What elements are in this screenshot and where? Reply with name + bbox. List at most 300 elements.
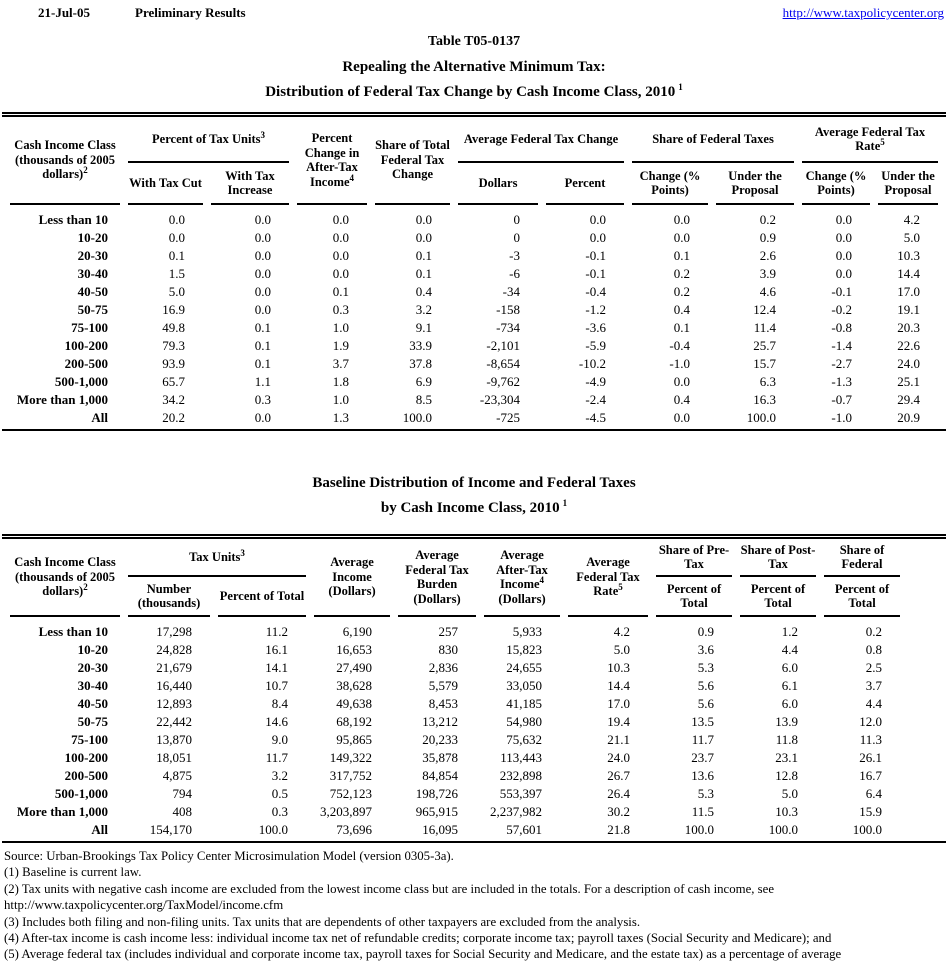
footnote-ref-4: 4	[349, 172, 355, 183]
table-subtitle: Distribution of Federal Tax Change by Cash Income Class, 2010 $^1$	[265, 82, 683, 100]
cell-value: 0.2	[759, 212, 777, 227]
table-row	[10, 247, 938, 265]
cell-value: 0.1	[673, 248, 691, 263]
col-header-change-points: Change (% Points)	[802, 163, 870, 205]
footnote-ref-3: 3	[260, 129, 265, 140]
cell-value: 21.8	[607, 822, 631, 837]
col-header-under-proposal: Under the Proposal	[878, 163, 938, 205]
footnote-line: http://www.taxpolicycenter.org/TaxModel/income.cfm	[4, 898, 284, 913]
filler-cell	[908, 641, 938, 659]
cell-value: 10.3	[607, 660, 631, 675]
table-row	[10, 319, 938, 337]
cell-value: 0.0	[168, 230, 185, 245]
cell-value: 0.1	[254, 338, 272, 353]
taxpolicycenter-link[interactable]: http://www.taxpolicycenter.org	[782, 5, 944, 20]
cell-value: 0	[513, 230, 521, 245]
cell-value: 0.2	[673, 284, 691, 299]
col-header-percent: Percent	[546, 163, 624, 205]
table-row	[10, 641, 938, 659]
cell-value: 24.0	[607, 750, 631, 765]
cell-value: 8.5	[415, 392, 433, 407]
cell-value: 12.8	[775, 768, 799, 783]
cell-value: 0.0	[673, 410, 691, 425]
cell-value: 19.4	[607, 714, 631, 729]
cell-value: 5.0	[903, 230, 921, 245]
cell-value: 0.0	[332, 230, 350, 245]
row-label: 50-75	[77, 714, 108, 729]
cell-value: 5.3	[697, 786, 715, 801]
table-row	[10, 749, 938, 767]
cell-value: -8,654	[486, 356, 521, 371]
row-label: All	[91, 822, 108, 837]
row-label: 30-40	[77, 678, 108, 693]
cell-value: 11.7	[265, 750, 289, 765]
cell-value: 19.1	[897, 302, 921, 317]
cell-value: 12.4	[753, 302, 777, 317]
row-label: 30-40	[77, 266, 108, 281]
cell-value: 0.0	[254, 266, 272, 281]
cell-value: 54,980	[506, 714, 543, 729]
cell-value: 13.6	[691, 768, 715, 783]
cell-value: 100.0	[746, 410, 777, 425]
baseline-table	[2, 534, 946, 843]
col-header-number-thousands: Number (thousands)	[128, 577, 210, 617]
cell-value: 0.0	[254, 230, 272, 245]
table-row	[10, 409, 938, 429]
cell-value: 1.1	[254, 374, 272, 389]
table-row	[10, 391, 938, 409]
cell-value: 21,679	[156, 660, 192, 675]
cell-value: 95,865	[336, 732, 373, 747]
cell-value: 26.4	[607, 786, 631, 801]
cell-value: 2,836	[428, 660, 459, 675]
filler-cell	[908, 713, 938, 731]
page-header	[0, 0, 948, 21]
cell-value: 93.9	[162, 356, 185, 371]
cell-value: 0.0	[254, 284, 272, 299]
cell-value: 33,050	[506, 678, 543, 693]
cell-value: 6.1	[781, 678, 799, 693]
cell-value: 0.0	[254, 410, 272, 425]
cell-value: 149,322	[329, 750, 373, 765]
cell-value: 0.4	[673, 392, 691, 407]
table-row	[10, 659, 938, 677]
col-header-pct-change-after-tax-income: Percent Change in After-Tax Income$^4$	[297, 117, 367, 205]
cell-value: 1.2	[781, 624, 799, 639]
filler-cell	[908, 695, 938, 713]
col-header-avg-fed-tax-rate: Average Federal Tax Rate$^5$	[568, 539, 648, 617]
group-header-pct-tax-units: Percent of Tax Units$^3$	[128, 117, 289, 163]
filler-cell	[908, 803, 938, 821]
cell-value: 113,443	[500, 750, 543, 765]
cell-value: 0.1	[673, 320, 691, 335]
table-row	[10, 731, 938, 749]
col-header-with-tax-increase: With Tax Increase	[211, 163, 289, 205]
cell-value: 317,752	[329, 768, 373, 783]
cell-value: 0.4	[673, 302, 691, 317]
cell-value: 13,212	[422, 714, 459, 729]
cell-value: 1.3	[332, 410, 350, 425]
cell-value: 0.1	[415, 266, 433, 281]
cell-value: 57,601	[506, 822, 543, 837]
col-header-dollars: Dollars	[458, 163, 538, 205]
table-row	[10, 803, 938, 821]
cell-value: 100.0	[684, 822, 715, 837]
col-header-with-tax-cut: With Tax Cut	[128, 163, 203, 205]
row-label: More than 1,000	[16, 392, 108, 407]
cell-value: 0.0	[168, 212, 185, 227]
cell-value: -4.5	[585, 410, 607, 425]
col-header-percent-of-total: Percent of Total	[218, 577, 306, 617]
cell-value: -1.3	[831, 374, 853, 389]
cell-value: -5.9	[585, 338, 607, 353]
footnote-ref-1: 1	[678, 82, 683, 92]
cell-value: -6	[509, 266, 521, 281]
cell-value: 1.9	[332, 338, 350, 353]
cell-value: 35,878	[422, 750, 459, 765]
cell-value: 1.0	[332, 320, 350, 335]
cell-value: -0.1	[831, 284, 853, 299]
row-label: More than 1,000	[16, 804, 108, 819]
cell-value: 4.2	[613, 624, 631, 639]
table-row	[10, 205, 938, 229]
group-header-tax-units: Tax Units$^3$	[128, 539, 306, 577]
cell-value: 100.0	[768, 822, 799, 837]
cell-value: -0.1	[585, 266, 607, 281]
cell-value: 17.0	[897, 284, 921, 299]
cell-value: 0.0	[254, 212, 272, 227]
cell-value: 23.7	[691, 750, 715, 765]
row-label: 40-50	[77, 696, 108, 711]
cell-value: 0.1	[254, 356, 272, 371]
cell-value: 6.4	[865, 786, 883, 801]
cell-value: 16,095	[422, 822, 459, 837]
cell-value: 1.0	[332, 392, 350, 407]
cell-value: 49.8	[162, 320, 185, 335]
table-row	[10, 229, 938, 247]
col-header-income-class: Cash Income Class (thousands of 2005 dollars)$^2$	[10, 117, 120, 205]
tax-change-table	[2, 112, 946, 431]
cell-value: 4.4	[865, 696, 883, 711]
cell-value: -23,304	[479, 392, 521, 407]
cell-value: -0.7	[831, 392, 853, 407]
table-row	[10, 355, 938, 373]
cell-value: 198,726	[415, 786, 459, 801]
cell-value: 16,440	[156, 678, 192, 693]
cell-value: 13.5	[691, 714, 715, 729]
cell-value: 6.0	[781, 696, 799, 711]
cell-value: -1.4	[831, 338, 853, 353]
cell-value: 25.1	[897, 374, 921, 389]
cell-value: 0.0	[835, 212, 853, 227]
cell-value: 37.8	[409, 356, 433, 371]
cell-value: 33.9	[409, 338, 433, 353]
cell-value: 0.2	[673, 266, 691, 281]
cell-value: 5,933	[512, 624, 543, 639]
cell-value: -9,762	[486, 374, 521, 389]
col-header-share-total-change: Share of Total Federal Tax Change	[375, 117, 450, 205]
cell-value: 8.4	[271, 696, 289, 711]
cell-value: 0.0	[415, 230, 433, 245]
cell-value: 0.4	[415, 284, 433, 299]
col-header-avg-income: Average Income (Dollars)	[314, 539, 390, 617]
cell-value: -2,101	[486, 338, 521, 353]
cell-value: 22,442	[156, 714, 192, 729]
cell-value: 25.7	[753, 338, 777, 353]
cell-value: 10.7	[265, 678, 289, 693]
table-row	[10, 767, 938, 785]
cell-value: 24.0	[897, 356, 921, 371]
cell-value: 0.3	[271, 804, 289, 819]
title-block	[0, 34, 948, 101]
cell-value: 3.6	[697, 642, 715, 657]
cell-value: 15.9	[859, 804, 883, 819]
cell-value: 26.7	[607, 768, 631, 783]
cell-value: 11.5	[691, 804, 715, 819]
cell-value: 4.2	[903, 212, 921, 227]
table-row	[10, 301, 938, 319]
cell-value: 6.3	[759, 374, 777, 389]
cell-value: 24,655	[506, 660, 543, 675]
filler-cell	[908, 617, 938, 641]
footnote-ref-2: 2	[83, 582, 88, 593]
cell-value: 0.3	[332, 302, 350, 317]
table-row	[10, 265, 938, 283]
row-label: 20-30	[77, 248, 108, 263]
col-header-avg-after-tax-income: Average After-Tax Income$^4$ (Dollars)	[484, 539, 560, 617]
cell-value: 5.0	[168, 284, 185, 299]
cell-value: 752,123	[329, 786, 373, 801]
footnote-ref-5: 5	[880, 136, 885, 147]
table-row	[10, 785, 938, 803]
row-label: All	[91, 410, 108, 425]
footnote-ref-2: 2	[83, 165, 88, 176]
cell-value: 408	[172, 804, 192, 819]
cell-value: 0.0	[254, 302, 272, 317]
footnote-line: (5) Average federal tax (includes individual and corporate income tax, payroll taxes for Social Security and Medicare, and the estate tax) as a percentage of average	[4, 947, 842, 962]
cell-value: -10.2	[578, 356, 607, 371]
cell-value: 0.1	[415, 248, 433, 263]
cell-value: 6.9	[415, 374, 433, 389]
cell-value: 0.9	[697, 624, 715, 639]
col-header-percent-of-total: Percent of Total	[656, 577, 732, 617]
cell-value: 8,453	[428, 696, 459, 711]
cell-value: 0.0	[673, 230, 691, 245]
cell-value: 27,490	[336, 660, 373, 675]
filler-cell	[908, 785, 938, 803]
cell-value: 14.1	[265, 660, 289, 675]
cell-value: 5.3	[697, 660, 715, 675]
cell-value: 794	[172, 786, 192, 801]
cell-value: 0.0	[254, 248, 272, 263]
row-label: 40-50	[77, 284, 108, 299]
cell-value: 12,893	[156, 696, 192, 711]
cell-value: 4.6	[759, 284, 777, 299]
cell-value: 18,051	[156, 750, 192, 765]
cell-value: 9.0	[271, 732, 289, 747]
cell-value: 11.8	[775, 732, 799, 747]
cell-value: 16,653	[336, 642, 373, 657]
row-label: Less than 10	[38, 624, 108, 639]
cell-value: 4.4	[781, 642, 799, 657]
cell-value: 0.0	[673, 212, 691, 227]
cell-value: 21.1	[607, 732, 631, 747]
col-header-percent-of-total: Percent of Total	[740, 577, 816, 617]
cell-value: 12.0	[859, 714, 883, 729]
baseline-table-title: Baseline Distribution of Income and Federal Taxes by Cash Income Class, 2010 $^1$	[312, 475, 636, 516]
table-row	[10, 337, 938, 355]
cell-value: 0.5	[271, 786, 289, 801]
cell-value: 73,696	[336, 822, 373, 837]
footnote-line: Source: Urban-Brookings Tax Policy Center Microsimulation Model (version 0305-3a).	[4, 849, 454, 863]
cell-value: 6,190	[342, 624, 373, 639]
cell-value: 30.2	[607, 804, 631, 819]
cell-value: -725	[496, 410, 521, 425]
cell-value: 11.3	[859, 732, 883, 747]
cell-value: 5.6	[697, 678, 715, 693]
cell-value: 9.1	[415, 320, 433, 335]
cell-value: -2.7	[831, 356, 853, 371]
cell-value: 16.9	[162, 302, 185, 317]
cell-value: 0.8	[865, 642, 883, 657]
cell-value: -1.2	[585, 302, 607, 317]
footnotes-block	[4, 848, 944, 963]
cell-value: 100.0	[852, 822, 883, 837]
filler-column	[908, 539, 938, 617]
cell-value: 38,628	[336, 678, 373, 693]
table-row	[10, 821, 938, 841]
cell-value: 3.9	[759, 266, 777, 281]
cell-value: 553,397	[499, 786, 543, 801]
cell-value: 20.3	[897, 320, 921, 335]
cell-value: 14.4	[607, 678, 631, 693]
cell-value: 34.2	[162, 392, 185, 407]
cell-value: 0.0	[332, 212, 350, 227]
cell-value: -0.1	[585, 248, 607, 263]
cell-value: 6.0	[781, 660, 799, 675]
cell-value: 23.1	[775, 750, 799, 765]
cell-value: 0.1	[254, 320, 272, 335]
group-header-share-pretax: Share of Pre-Tax	[656, 539, 732, 577]
cell-value: 3.2	[271, 768, 289, 783]
cell-value: 0.0	[332, 266, 350, 281]
cell-value: 79.3	[162, 338, 185, 353]
cell-value: 75,632	[506, 732, 543, 747]
col-header-percent-of-total: Percent of Total	[824, 577, 900, 617]
row-label: 200-500	[64, 768, 108, 783]
cell-value: -0.2	[831, 302, 853, 317]
table-row	[10, 283, 938, 301]
cell-value: 16.3	[753, 392, 777, 407]
cell-value: 68,192	[336, 714, 373, 729]
row-label: 75-100	[71, 320, 108, 335]
row-label: 20-30	[77, 660, 108, 675]
table-number-title: Table T05-0137	[427, 34, 521, 49]
group-header-avg-fed-tax-rate: Average Federal Tax Rate$^5$	[802, 117, 938, 163]
cell-value: 17,298	[156, 624, 192, 639]
cell-value: -0.8	[831, 320, 853, 335]
group-header-share-fed-taxes: Share of Federal Taxes	[632, 117, 794, 163]
cell-value: -34	[502, 284, 521, 299]
cell-value: 11.2	[265, 624, 289, 639]
status-label: Preliminary Results	[135, 5, 246, 20]
cell-value: 0.1	[168, 248, 185, 263]
filler-cell	[908, 749, 938, 767]
row-label: 100-200	[64, 338, 108, 353]
cell-value: -1.0	[831, 410, 853, 425]
row-label: 75-100	[71, 732, 108, 747]
cell-value: 3.7	[332, 356, 350, 371]
cell-value: 3.2	[415, 302, 433, 317]
footnote-line: (2) Tax units with negative cash income are excluded from the lowest income class but are included in the totals. For a description of cash income, see	[4, 881, 774, 896]
row-label: 50-75	[77, 302, 108, 317]
footnote-ref-3: 3	[240, 547, 245, 558]
cell-value: 3,203,897	[320, 804, 373, 819]
cell-value: 49,638	[336, 696, 373, 711]
cell-value: 0.0	[589, 212, 607, 227]
cell-value: -1.0	[669, 356, 691, 371]
report-date: 21-Jul-05	[38, 5, 90, 20]
cell-value: 15,823	[506, 642, 543, 657]
cell-value: 5.6	[697, 696, 715, 711]
cell-value: 1.8	[332, 374, 350, 389]
cell-value: 0.0	[835, 266, 853, 281]
cell-value: 14.4	[897, 266, 921, 281]
cell-value: -3.6	[585, 320, 607, 335]
filler-cell	[908, 659, 938, 677]
cell-value: 257	[438, 624, 459, 639]
cell-value: 10.3	[775, 804, 799, 819]
cell-value: 0	[513, 212, 521, 227]
footnote-line: (1) Baseline is current law.	[4, 865, 142, 880]
cell-value: 15.7	[753, 356, 777, 371]
cell-value: 4,875	[162, 768, 192, 783]
cell-value: 26.1	[859, 750, 883, 765]
cell-value: -2.4	[585, 392, 607, 407]
cell-value: 16.1	[265, 642, 289, 657]
group-header-share-posttax: Share of Post-Tax	[740, 539, 816, 577]
row-label: 200-500	[64, 356, 108, 371]
footnote-ref-1: 1	[562, 498, 568, 508]
cell-value: -158	[496, 302, 521, 317]
cell-value: 0.0	[415, 212, 433, 227]
cell-value: 5,579	[428, 678, 459, 693]
cell-value: 965,915	[415, 804, 459, 819]
cell-value: -4.9	[585, 374, 607, 389]
col-header-avg-fed-tax-burden: Average Federal Tax Burden (Dollars)	[398, 539, 476, 617]
cell-value: -734	[496, 320, 521, 335]
footnote-ref-5: 5	[618, 582, 623, 593]
footnote-line: (4) After-tax income is cash income less: individual income tax net of refundable credits; corporate income tax; payroll taxes (Social Security and Medicare); and	[4, 931, 832, 946]
cell-value: 29.4	[897, 392, 921, 407]
cell-value: 2.5	[865, 660, 883, 675]
cell-value: 0.0	[673, 374, 691, 389]
row-label: 10-20	[77, 230, 108, 245]
table-row	[10, 373, 938, 391]
cell-value: 5.0	[781, 786, 799, 801]
col-header-under-proposal: Under the Proposal	[716, 163, 794, 205]
filler-cell	[908, 731, 938, 749]
cell-value: 0.9	[759, 230, 777, 245]
col-header-change-points: Change (% Points)	[632, 163, 708, 205]
cell-value: 10.3	[897, 248, 921, 263]
cell-value: 11.7	[691, 732, 715, 747]
row-label: Less than 10	[38, 212, 108, 227]
cell-value: 0.0	[332, 248, 350, 263]
cell-value: -0.4	[669, 338, 691, 353]
cell-value: 0.0	[589, 230, 607, 245]
cell-value: 24,828	[156, 642, 192, 657]
